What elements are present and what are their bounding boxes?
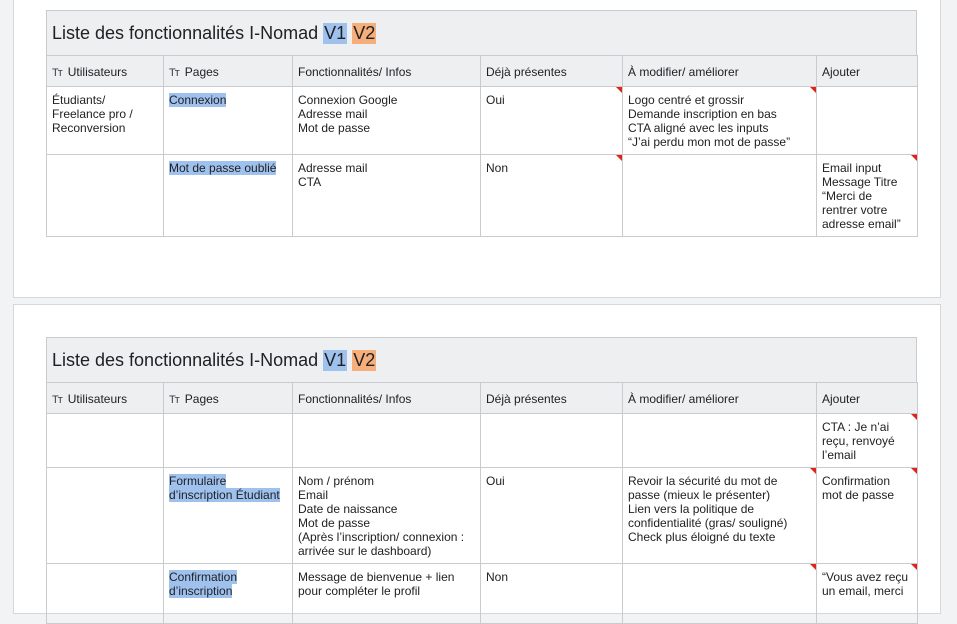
col-header-ajouter[interactable]: Ajouter [817, 383, 918, 414]
table-row [47, 468, 918, 564]
cell-fonctionnalites[interactable]: Adresse mail CTA [293, 155, 481, 237]
sheet-page-2 [13, 304, 941, 614]
comment-marker-icon[interactable] [616, 87, 622, 93]
text-type-icon: Tт [169, 67, 179, 79]
cell-page[interactable]: Formulaire d’inscription Étudiant [164, 468, 293, 564]
comment-marker-icon[interactable] [911, 468, 917, 474]
comment-marker-icon[interactable] [911, 155, 917, 161]
cell-utilisateurs[interactable] [47, 414, 164, 468]
col-header-deja-presentes[interactable]: Déjà présentes [481, 56, 623, 87]
comment-marker-icon[interactable] [810, 87, 816, 93]
cell-deja-presentes[interactable]: Non [481, 564, 623, 624]
title-text: Liste des fonctionnalités I-Nomad [52, 349, 324, 370]
cell-deja-presentes[interactable]: Oui [481, 87, 623, 155]
cell-page[interactable]: Mot de passe oublié [164, 155, 293, 237]
comment-marker-icon[interactable] [911, 414, 917, 420]
cell-utilisateurs[interactable] [47, 468, 164, 564]
cell-deja-presentes[interactable]: Oui [481, 468, 623, 564]
table-row [47, 414, 918, 468]
text-type-icon: Tт [169, 394, 179, 406]
version-v2-tag: V2 [353, 349, 376, 370]
comment-marker-icon[interactable] [810, 564, 816, 570]
cell-page[interactable]: Connexion [164, 87, 293, 155]
cell-fonctionnalites[interactable]: Connexion Google Adresse mail Mot de passe [293, 87, 481, 155]
cell-ajouter[interactable]: CTA : Je n’ai reçu, renvoyé l’email [817, 414, 918, 468]
col-header-a-modifier[interactable]: À modifier/ améliorer [623, 383, 817, 414]
header-row [47, 56, 918, 87]
cell-a-modifier[interactable]: Revoir la sécurité du mot de passe (mieux le présenter) Lien vers la politique de confidentialité (gras/ souligné) Check plus éloigné du texte [623, 468, 817, 564]
cell-a-modifier[interactable]: Logo centré et grossir Demande inscription en bas CTA aligné avec les inputs “J’ai perdu mon mot de passe” [623, 87, 817, 155]
cell-ajouter[interactable]: Confirmation mot de passe [817, 468, 918, 564]
cell-a-modifier[interactable] [623, 414, 817, 468]
feature-table-2 [46, 337, 917, 624]
table-row [47, 155, 918, 237]
col-header-pages[interactable]: Tт Pages [164, 383, 293, 414]
cell-ajouter[interactable]: “Vous avez reçu un email, merci [817, 564, 918, 624]
cell-a-modifier[interactable] [623, 155, 817, 237]
cell-fonctionnalites[interactable] [293, 414, 481, 468]
comment-marker-icon[interactable] [616, 155, 622, 161]
cell-deja-presentes[interactable] [481, 414, 623, 468]
comment-marker-icon[interactable] [911, 564, 917, 570]
col-header-fonctionnalites[interactable]: Fonctionnalités/ Infos [293, 56, 481, 87]
col-header-utilisateurs[interactable]: Tт Utilisateurs [47, 383, 164, 414]
cell-utilisateurs[interactable] [47, 155, 164, 237]
col-header-deja-presentes[interactable]: Déjà présentes [481, 383, 623, 414]
table-row [47, 87, 918, 155]
cell-ajouter[interactable] [817, 87, 918, 155]
cell-fonctionnalites[interactable]: Nom / prénom Email Date de naissance Mot de passe (Après l’inscription/ connexion : arrivée sur le dashboard) [293, 468, 481, 564]
comment-marker-icon[interactable] [810, 468, 816, 474]
version-v2-tag: V2 [353, 22, 376, 43]
feature-table-1 [46, 10, 917, 237]
version-v1-tag: V1 [324, 349, 347, 370]
sheet-page-1 [13, 0, 941, 298]
col-header-a-modifier[interactable]: À modifier/ améliorer [623, 56, 817, 87]
table-title [46, 337, 917, 382]
header-row [47, 383, 918, 414]
col-header-utilisateurs[interactable]: Tт Utilisateurs [47, 56, 164, 87]
cell-utilisateurs[interactable]: Étudiants/ Freelance pro / Reconversion [47, 87, 164, 155]
cell-fonctionnalites[interactable]: Message de bienvenue + lien pour compléter le profil [293, 564, 481, 624]
cell-deja-presentes[interactable]: Non [481, 155, 623, 237]
col-header-fonctionnalites[interactable]: Fonctionnalités/ Infos [293, 383, 481, 414]
cell-ajouter[interactable]: Email input Message Titre “Merci de rentrer votre adresse email” [817, 155, 918, 237]
title-text: Liste des fonctionnalités I-Nomad [52, 22, 324, 43]
text-type-icon: Tт [52, 394, 62, 406]
cell-page[interactable]: Confirmation d’inscription [164, 564, 293, 624]
col-header-ajouter[interactable]: Ajouter [817, 56, 918, 87]
col-header-pages[interactable]: Tт Pages [164, 56, 293, 87]
cell-page[interactable] [164, 414, 293, 468]
version-v1-tag: V1 [324, 22, 347, 43]
text-type-icon: Tт [52, 67, 62, 79]
table-title [46, 10, 917, 55]
